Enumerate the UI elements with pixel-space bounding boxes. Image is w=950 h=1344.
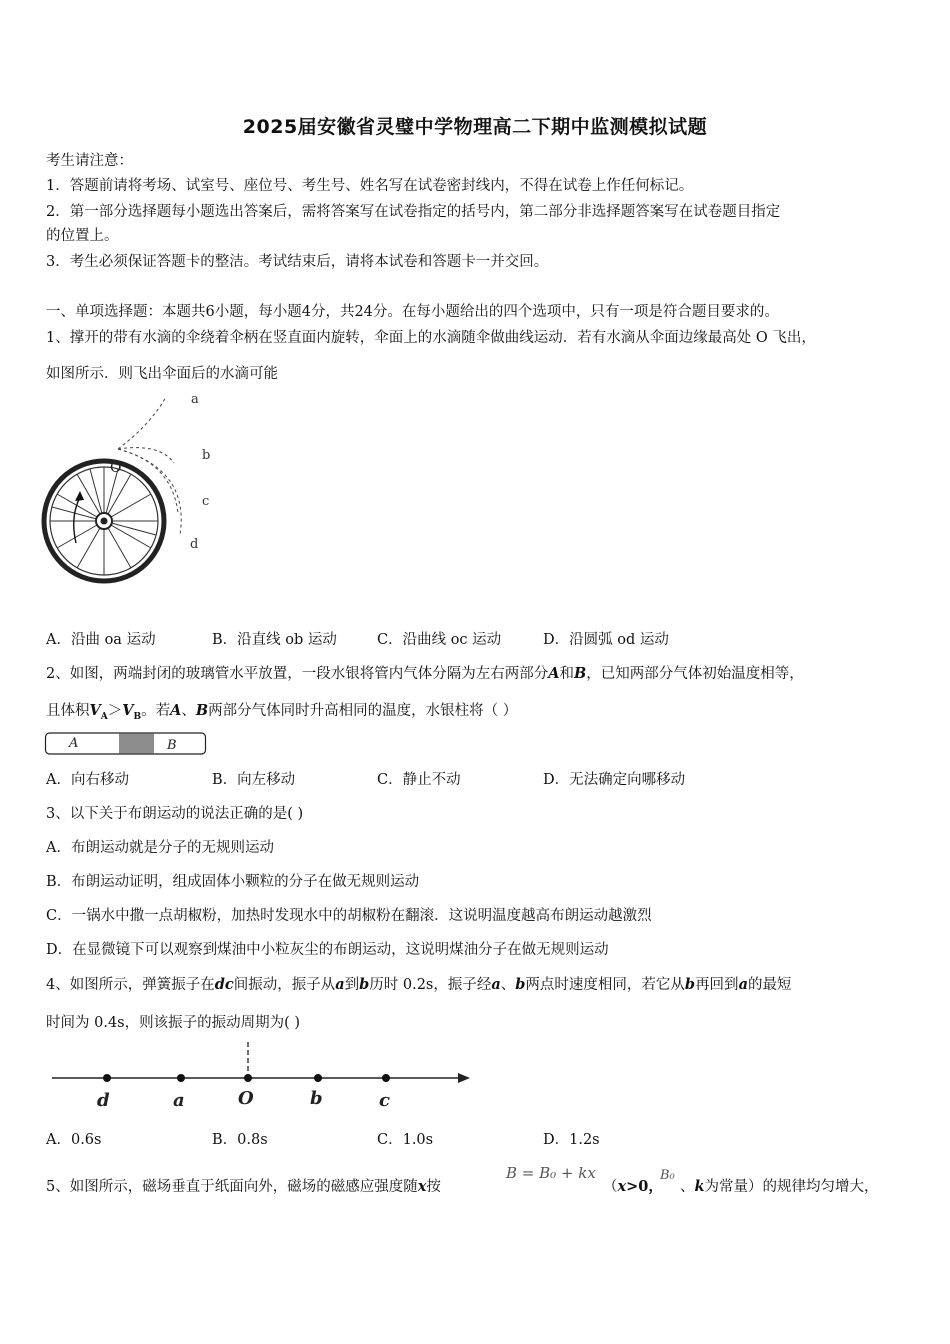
q2-option-b[interactable]: B．向左移动 (212, 772, 296, 788)
q2-sub: A (100, 711, 108, 722)
q4-var: b (359, 976, 370, 993)
spring-oscillator-axis (46, 1040, 476, 1115)
q2-option-d[interactable]: D．无法确定向哪移动 (543, 772, 686, 788)
q4-option-b[interactable]: B．0.8s (212, 1132, 268, 1148)
notice-item: 2．第一部分选择题每小题选出答案后，需将答案写在试卷指定的括号内，第二部分非选择题答案写在试卷题目指定 (46, 204, 781, 220)
q1-option-c[interactable]: C．沿曲线 oc 运动 (377, 632, 502, 648)
q2-text: 、 (181, 703, 196, 719)
q2-var: A (170, 702, 182, 719)
tube-left-label: A (69, 736, 79, 751)
axis-label-d: d (97, 1090, 110, 1111)
q2-var: V (89, 702, 101, 719)
page-title: 2025届安徽省灵璧中学物理高二下期中监测模拟试题 (242, 116, 708, 138)
q3-option-d[interactable]: D．在显微镜下可以观察到煤油中小粒灰尘的布朗运动，这说明煤油分子在做无规则运动 (46, 942, 609, 958)
q5-stem-part1 (46, 1177, 441, 1197)
q2-option-c[interactable]: C．静止不动 (377, 772, 461, 788)
q4-text: 到 (344, 977, 360, 993)
q3-stem: 3、以下关于布朗运动的说法正确的是( ) (46, 806, 304, 822)
axis-label-c: c (379, 1090, 390, 1111)
q5-formula: B = B₀ + kx (506, 1164, 596, 1182)
axis-label-b: b (310, 1088, 323, 1109)
q2-text: 和 (559, 666, 574, 682)
trajectory-a-label: a (191, 392, 199, 407)
q4-var: a (738, 976, 748, 993)
q2-var: B (195, 702, 209, 719)
q3-option-a[interactable]: A．布朗运动就是分子的无规则运动 (46, 840, 274, 856)
q4-text: 的最短 (747, 977, 792, 993)
q5-var: x (417, 1178, 427, 1195)
q1-stem-line1: 1、撑开的带有水滴的伞绕着伞柄在竖直面内旋转，伞面上的水滴随伞做曲线运动．若有水滴从伞面边缘最高处 O 飞出， (46, 330, 816, 346)
q2-text: ＞ (107, 703, 123, 719)
q4-stem-line2: 时间为 0.4s，则该振子的振动周期为( ) (46, 1015, 301, 1031)
q4-text: 再回到 (695, 977, 739, 993)
umbrella-figure (40, 385, 240, 600)
axis-label-a: a (173, 1090, 185, 1111)
q4-var: dc (214, 976, 234, 993)
q4-var: b (515, 976, 526, 993)
q2-stem-line1 (46, 664, 804, 684)
q4-text: 历时 0.2s，振子经 (369, 977, 492, 993)
q5-text: （ (603, 1179, 618, 1195)
q4-option-a[interactable]: A．0.6s (46, 1132, 102, 1148)
q1-stem-line2: 如图所示．则飞出伞面后的水滴可能 (46, 366, 278, 382)
tube-right-label: B (167, 738, 177, 753)
q5-var: k (694, 1178, 705, 1195)
q5-var: x (617, 1178, 627, 1195)
q5-stem-part3 (680, 1177, 879, 1197)
notice-heading: 考生请注意： (46, 153, 133, 169)
q4-option-d[interactable]: D．1.2s (543, 1132, 600, 1148)
trajectory-b-label: b (202, 448, 211, 463)
q5-text: >0， (626, 1178, 663, 1195)
q4-var: b (684, 976, 696, 993)
q1-option-d[interactable]: D．沿圆弧 od 运动 (543, 632, 669, 648)
q5-text: 按 (426, 1179, 441, 1195)
q5-text: 为常量）的规律均匀增大， (704, 1179, 879, 1195)
q3-option-c[interactable]: C．一锅水中撒一点胡椒粉，加热时发现水中的胡椒粉在翻滚．这说明温度越高布朗运动越激烈 (46, 908, 652, 924)
q4-var: a (335, 976, 345, 993)
q2-text: 2、如图，两端封闭的玻璃管水平放置，一段水银将管内气体分隔为左右两部分 (46, 666, 549, 682)
trajectory-d-label: d (190, 537, 199, 552)
q2-sub: B (133, 711, 142, 722)
q2-var: A (548, 665, 560, 682)
q2-text: 且体积 (46, 703, 90, 719)
q2-var: V (122, 702, 134, 719)
q3-option-b[interactable]: B．布朗运动证明，组成固体小颗粒的分子在做无规则运动 (46, 874, 420, 890)
q2-var: B (574, 665, 587, 682)
q2-text: 。若 (141, 703, 171, 719)
glass-tube-figure (44, 731, 208, 757)
q4-option-c[interactable]: C．1.0s (377, 1132, 434, 1148)
q4-text: 4、如图所示，弹簧振子在 (46, 977, 215, 993)
q4-text: 两点时速度相同，若它从 (525, 977, 685, 993)
q2-option-a[interactable]: A．向右移动 (46, 772, 129, 788)
q4-text: 间振动，振子从 (233, 977, 336, 993)
q4-var: a (491, 976, 501, 993)
notice-item: 3．考生必须保证答题卡的整洁。考试结束后，请将本试卷和答题卡一并交回。 (46, 254, 549, 270)
q5-b0-symbol: B₀ (660, 1168, 675, 1183)
point-o-label: O (110, 460, 122, 476)
section-heading: 一、单项选择题：本题共6小题，每小题4分，共24分。在每小题给出的四个选项中，只有一项是符合题目要求的。 (46, 304, 779, 320)
q5-text: 5、如图所示，磁场垂直于纸面向外，磁场的磁感应强度随 (46, 1179, 418, 1195)
q4-stem-line1 (46, 975, 791, 995)
q1-option-b[interactable]: B．沿直线 ob 运动 (212, 632, 337, 648)
notice-item: 的位置上。 (46, 228, 119, 244)
q2-stem-line2 (46, 701, 517, 727)
q5-stem-part2 (603, 1177, 663, 1197)
q4-text: 、 (500, 977, 516, 993)
notice-item: 1．答题前请将考场、试室号、座位号、考生号、姓名写在试卷密封线内，不得在试卷上作任何标记。 (46, 178, 694, 194)
axis-label-o: O (238, 1088, 254, 1109)
q1-option-a[interactable]: A．沿曲 oa 运动 (46, 632, 156, 648)
q2-text: ，已知两部分气体初始温度相等， (586, 666, 804, 682)
q2-text: 两部分气体同时升高相同的温度，水银柱将（ ） (208, 703, 518, 719)
q5-text: 、 (680, 1179, 695, 1195)
trajectory-c-label: c (202, 494, 210, 509)
